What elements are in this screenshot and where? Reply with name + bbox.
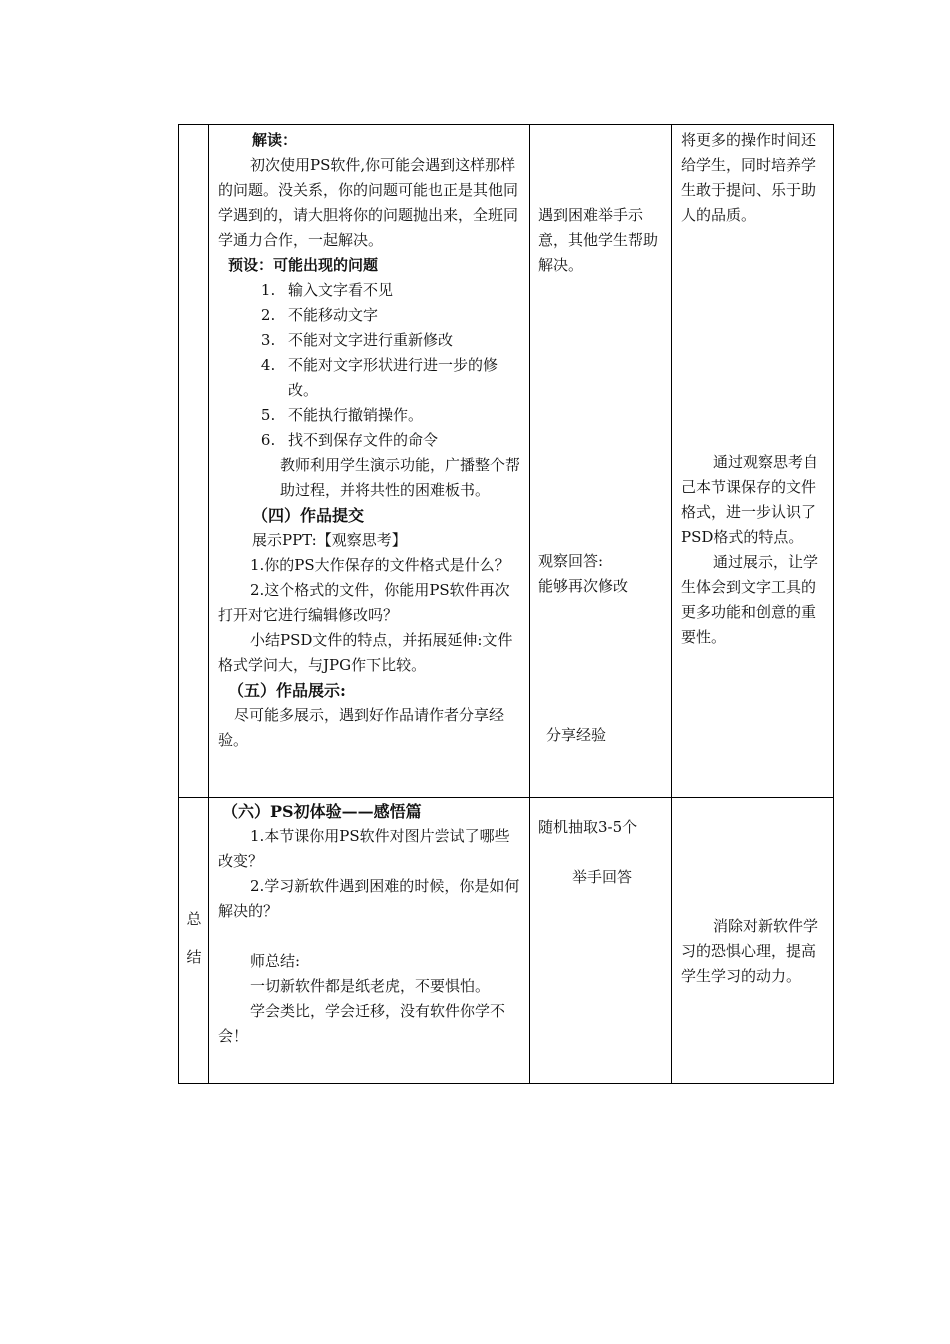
row2-label-1: 总: [186, 910, 202, 928]
list-item: 6. 找不到保存文件的命令: [280, 428, 522, 453]
problem-list: [218, 278, 522, 453]
section5-text: 尽可能多展示，遇到好作品请作者分享经验。: [218, 706, 505, 749]
row2-intent: 消除对新软件学习的恐惧心理，提高学生学习的动力。: [681, 917, 819, 985]
row1-intent-psd: 通过观察思考自己本节课保存的文件格式，进一步认识了PSD格式的特点。 通过展示，让学生体会到文字工具的更多功能和创意的重要性。: [681, 453, 819, 646]
section6-title: （六）PS初体验——感悟篇: [222, 802, 422, 821]
row2-content-cell: [218, 799, 522, 1049]
column-divider: [208, 125, 209, 1083]
ppt-line: 展示PPT:【观察思考】: [252, 531, 407, 549]
summary-line-2: 学会类比，学会迁移，没有软件你学不会！: [218, 1002, 506, 1045]
jiedu-text: 初次使用PS软件,你可能会遇到这样那样的问题。没关系，你的问题可能也正是其他同学遇到的，请大胆将你的问题抛出来，全班同学通力合作，一起解决。: [218, 156, 519, 249]
list-item: 4. 不能对文字形状进行进一步的修改。: [280, 353, 522, 403]
row1-student-share: 分享经验: [546, 726, 607, 744]
row2-label-2: 结: [186, 948, 202, 966]
summary-line-1: 一切新软件都是纸老虎，不要惧怕。: [250, 977, 491, 995]
row1-student-modify: 能够再次修改: [538, 577, 629, 595]
list-item: 1. 输入文字看不见: [280, 278, 522, 303]
row1-student-help: 遇到困难举手示意，其他学生帮助解决。: [538, 206, 659, 274]
spacer: [218, 924, 522, 949]
jiedu-heading: 解读：: [252, 131, 298, 149]
psd-summary: 小结PSD文件的特点，并拓展延伸:文件格式学问大，与JPG作下比较。: [218, 631, 513, 674]
preset-heading: 预设：可能出现的问题: [228, 256, 379, 274]
teacher-note: 教师利用学生演示功能，广播整个帮助过程，并将共性的困难板书。: [280, 456, 521, 499]
list-item: 3. 不能对文字进行重新修改: [280, 328, 522, 353]
teacher-summary: 师总结:: [250, 952, 301, 970]
section6-question-1: 1.本节课你用PS软件对图片尝试了哪些改变？: [218, 827, 510, 870]
column-divider: [529, 125, 530, 1083]
row1-content-cell: [218, 128, 522, 753]
row2-student-raise: 举手回答: [572, 868, 633, 886]
section4-question-2: 2.这个格式的文件，你能用PS软件再次打开对它进行编辑修改吗？: [218, 581, 510, 624]
row-divider: [179, 797, 833, 798]
row1-intent-top: 将更多的操作时间还给学生，同时培养学生敢于提问、乐于助人的品质。: [681, 131, 817, 224]
section6-question-2: 2.学习新软件遇到困难的时候，你是如何解决的？: [218, 877, 520, 920]
row1-student-observe: 观察回答:: [538, 552, 604, 570]
list-item: 5. 不能执行撤销操作。: [280, 403, 522, 428]
section4-question-1: 1.你的PS大作保存的文件格式是什么？: [250, 556, 510, 574]
section5-title: （五）作品展示:: [228, 681, 346, 700]
row2-student-random: 随机抽取3-5个: [538, 818, 638, 836]
section4-title: （四）作品提交: [252, 506, 365, 525]
column-divider: [671, 125, 672, 1083]
lesson-plan-table: [178, 124, 834, 1084]
list-item: 2. 不能移动文字: [280, 303, 522, 328]
